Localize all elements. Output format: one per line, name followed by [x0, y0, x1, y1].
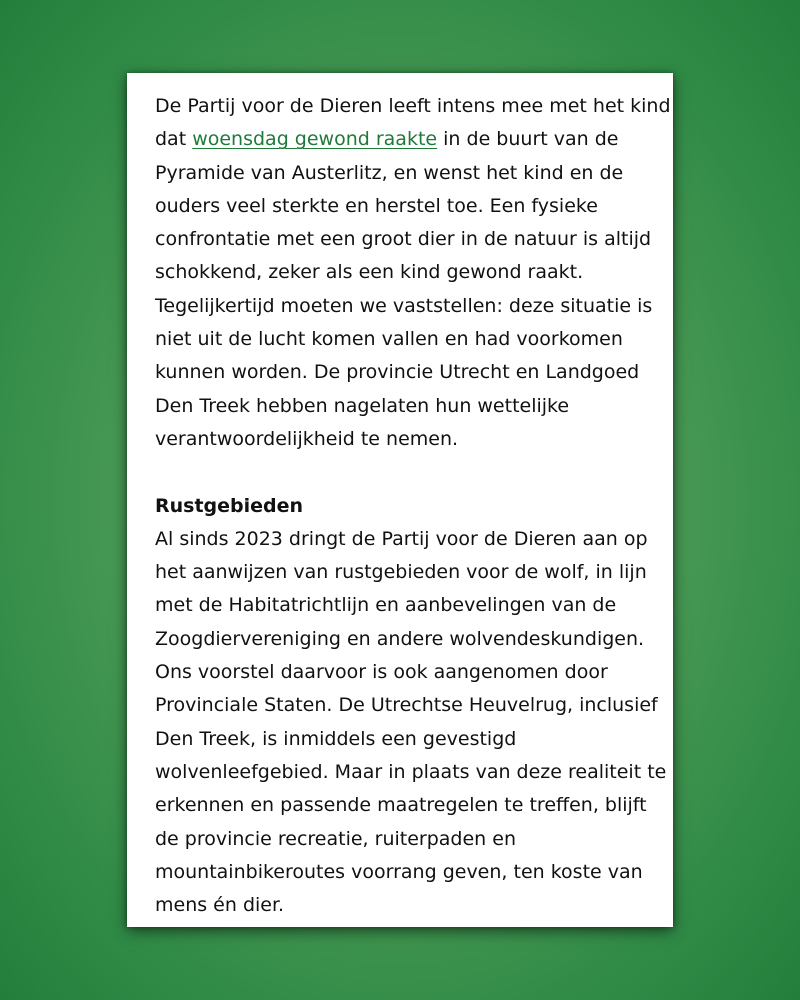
- text-line: mens én dier.: [155, 894, 285, 917]
- text-line: wolvenleefgebied. Maar in plaats van deze realiteit te: [155, 760, 667, 783]
- text-line: de provincie recreatie, ruiterpaden en: [155, 827, 516, 850]
- section-rustgebieden: [155, 490, 667, 923]
- text-line: het aanwijzen van rustgebieden voor de wolf, in lijn: [155, 561, 647, 584]
- text-line: Den Treek hebben nagelaten hun wettelijke: [155, 394, 570, 417]
- text-line: schokkend, zeker als een kind gewond raakt.: [155, 261, 584, 284]
- text-line: Tegelijkertijd moeten we vaststellen: deze situatie is: [155, 294, 653, 317]
- text-line: Al sinds 2023 dringt de Partij voor de Dieren aan op: [155, 527, 648, 550]
- text-line: erkennen en passende maatregelen te treffen, blijft: [155, 794, 647, 817]
- text-line: met de Habitatrichtlijn en aanbevelingen van de: [155, 594, 617, 617]
- text-line: Ons voorstel daarvoor is ook aangenomen door: [155, 661, 608, 684]
- text-line: niet uit de lucht komen vallen en had voorkomen: [155, 328, 623, 351]
- text-line: Zoogdiervereniging en andere wolvendeskundigen.: [155, 627, 645, 650]
- text-line: verantwoordelijkheid te nemen.: [155, 427, 459, 450]
- paragraph-intro: [155, 90, 671, 456]
- text-line: confrontatie met een groot dier in de natuur is altijd: [155, 228, 652, 251]
- gewond-raakte-link[interactable]: woensdag gewond raakte: [192, 128, 438, 151]
- text-line: Den Treek, is inmiddels een gevestigd: [155, 727, 517, 750]
- text-line: Provinciale Staten. De Utrechtse Heuvelrug, inclusief: [155, 694, 658, 717]
- text-line: kunnen worden. De provincie Utrecht en Landgoed: [155, 361, 640, 384]
- text-line-with-link: [155, 123, 649, 156]
- text-line: De Partij voor de Dieren leeft intens mee met het kind: [155, 95, 671, 117]
- paragraph-spacer: [155, 456, 649, 489]
- text-fragment: in de buurt van de: [437, 128, 619, 151]
- text-fragment: dat: [155, 128, 193, 151]
- text-line: mountainbikeroutes voorrang geven, ten koste van: [155, 860, 643, 883]
- section-heading: Rustgebieden: [155, 494, 304, 517]
- text-line: ouders veel sterkte en herstel toe. Een fysieke: [155, 194, 598, 217]
- article-card: [127, 73, 673, 927]
- text-line: Pyramide van Austerlitz, en wenst het kind en de: [155, 161, 624, 184]
